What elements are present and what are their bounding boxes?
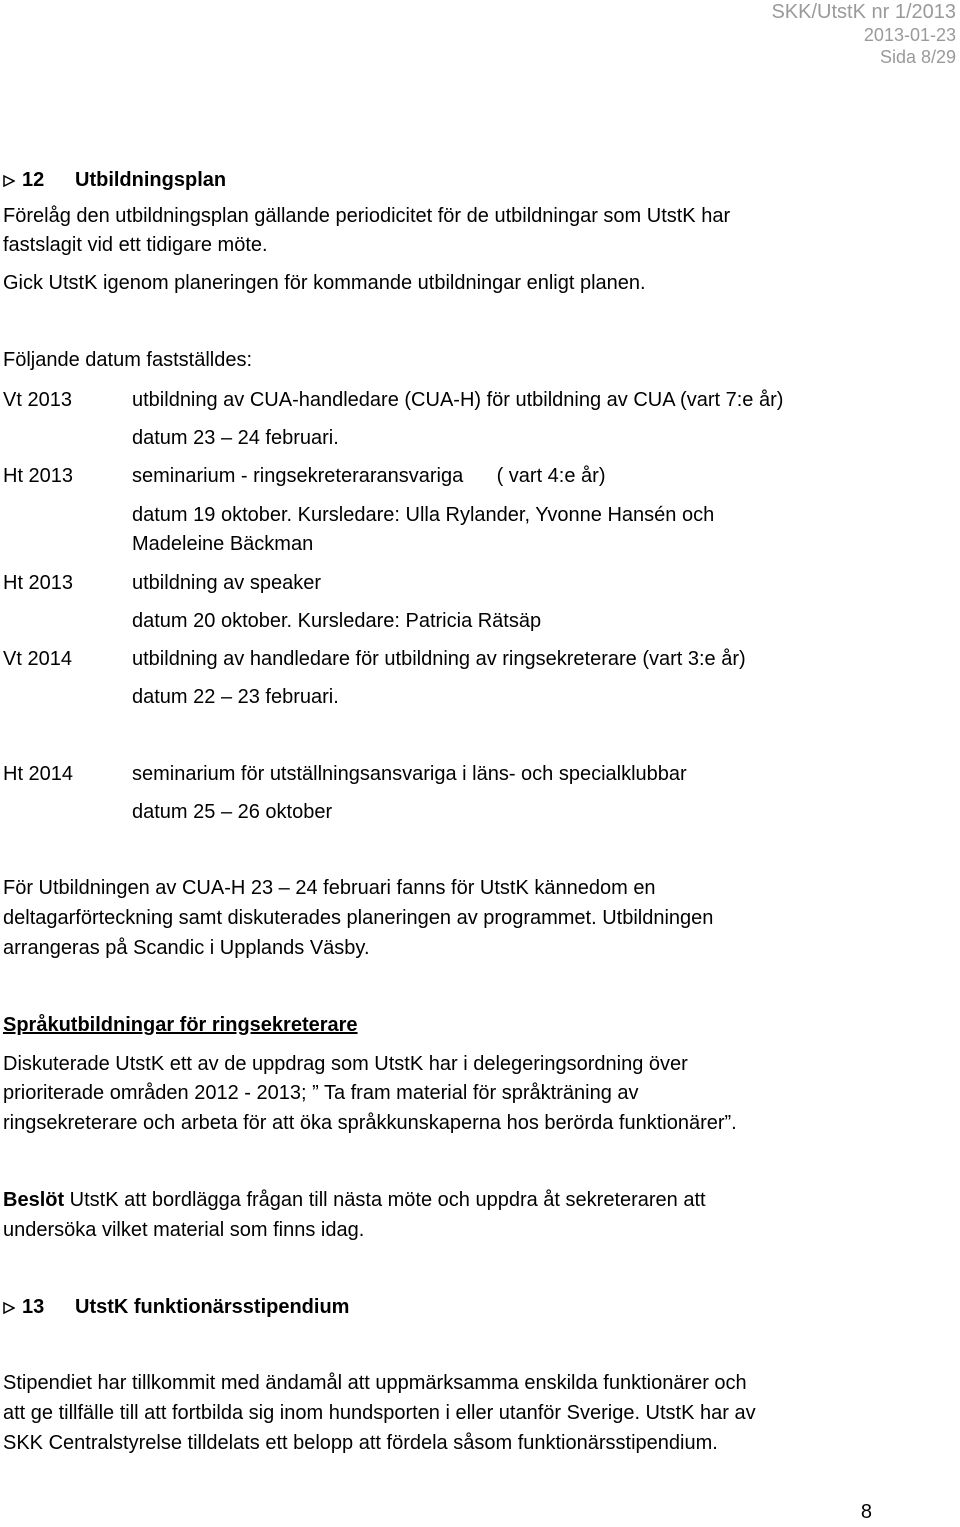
decision-line1: [3, 1185, 706, 1215]
decision-text: UtstK att bordlägga frågan till nästa möte och uppdra åt sekreteraren att: [64, 1189, 706, 1211]
schedule-line: datum 20 oktober. Kursledare: Patricia Rätsäp: [132, 610, 542, 632]
section-12-number: 12: [22, 169, 45, 191]
language-paragraph-line2: prioriterade områden 2012 - 2013; ” Ta fram material för språkträning av: [3, 1082, 639, 1104]
header-doc-ref: SKK/UtstK nr 1/2013: [771, 1, 956, 23]
schedule-line: utbildning av CUA-handledare (CUA-H) för utbildning av CUA (vart 7:e år): [132, 389, 784, 411]
schedule-line: utbildning av speaker: [132, 572, 322, 594]
section-12-intro-line1: Förelåg den utbildningsplan gällande periodicitet för de utbildningar som UtstK har: [3, 205, 731, 227]
schedule-line: datum 23 – 24 februari.: [132, 427, 339, 449]
section-bullet-icon: [3, 1302, 15, 1314]
section-12-title: Utbildningsplan: [75, 169, 227, 191]
dates-heading: Följande datum fastställdes:: [3, 349, 253, 371]
section-bullet-icon: [3, 175, 15, 187]
decision-line2: undersöka vilket material som finns idag.: [3, 1219, 365, 1241]
schedule-term: Vt 2013: [3, 389, 72, 411]
language-paragraph-line3: ringsekreterare och arbeta för att öka språkkunskaperna hos berörda funktionärer”.: [3, 1112, 737, 1134]
schedule-line: datum 22 – 23 februari.: [132, 686, 339, 708]
schedule-line: seminarium - ringsekreteraransvariga ( vart 4:e år): [132, 465, 606, 487]
schedule-term: Vt 2014: [3, 648, 72, 670]
stipend-paragraph-line2: att ge tillfälle till att fortbilda sig inom hundsporten i eller utanför Sverige. UtstK har av: [3, 1402, 756, 1424]
schedule-line: datum 25 – 26 oktober: [132, 801, 333, 823]
schedule-line: seminarium för utställningsansvariga i läns- och specialklubbar: [132, 763, 687, 785]
language-heading: Språkutbildningar för ringsekreterare: [3, 1014, 358, 1036]
schedule-term: Ht 2013: [3, 572, 74, 594]
header-date: 2013-01-23: [863, 25, 956, 45]
schedule-line: Madeleine Bäckman: [132, 533, 314, 555]
decision-label: Beslöt: [3, 1189, 65, 1211]
section-12-intro-line3: Gick UtstK igenom planeringen för kommande utbildningar enligt planen.: [3, 272, 646, 294]
cua-paragraph-line2: deltagarförteckning samt diskuterades planeringen av programmet. Utbildningen: [3, 907, 714, 929]
stipend-paragraph-line1: Stipendiet har tillkommit med ändamål att uppmärksamma enskilda funktionärer och: [3, 1372, 747, 1394]
cua-paragraph-line1: För Utbildningen av CUA-H 23 – 24 februari fanns för UtstK kännedom en: [3, 877, 656, 899]
section-13-title: UtstK funktionärsstipendium: [75, 1296, 350, 1318]
header-page: Sida 8/29: [879, 47, 956, 67]
schedule-term: Ht 2014: [3, 763, 74, 785]
schedule-line: utbildning av handledare för utbildning av ringsekreterare (vart 3:e år): [132, 648, 746, 670]
schedule-term: Ht 2013: [3, 465, 74, 487]
page-number: 8: [860, 1501, 872, 1523]
section-12-intro-line2: fastslagit vid ett tidigare möte.: [3, 234, 268, 256]
cua-paragraph-line3: arrangeras på Scandic i Upplands Väsby.: [3, 937, 370, 959]
language-paragraph-line1: Diskuterade UtstK ett av de uppdrag som UtstK har i delegeringsordning över: [3, 1053, 688, 1075]
section-13-number: 13: [22, 1296, 45, 1318]
schedule-line: datum 19 oktober. Kursledare: Ulla Rylander, Yvonne Hansén och: [132, 504, 715, 526]
stipend-paragraph-line3: SKK Centralstyrelse tilldelats ett belopp att fördela såsom funktionärsstipendium.: [3, 1432, 718, 1454]
